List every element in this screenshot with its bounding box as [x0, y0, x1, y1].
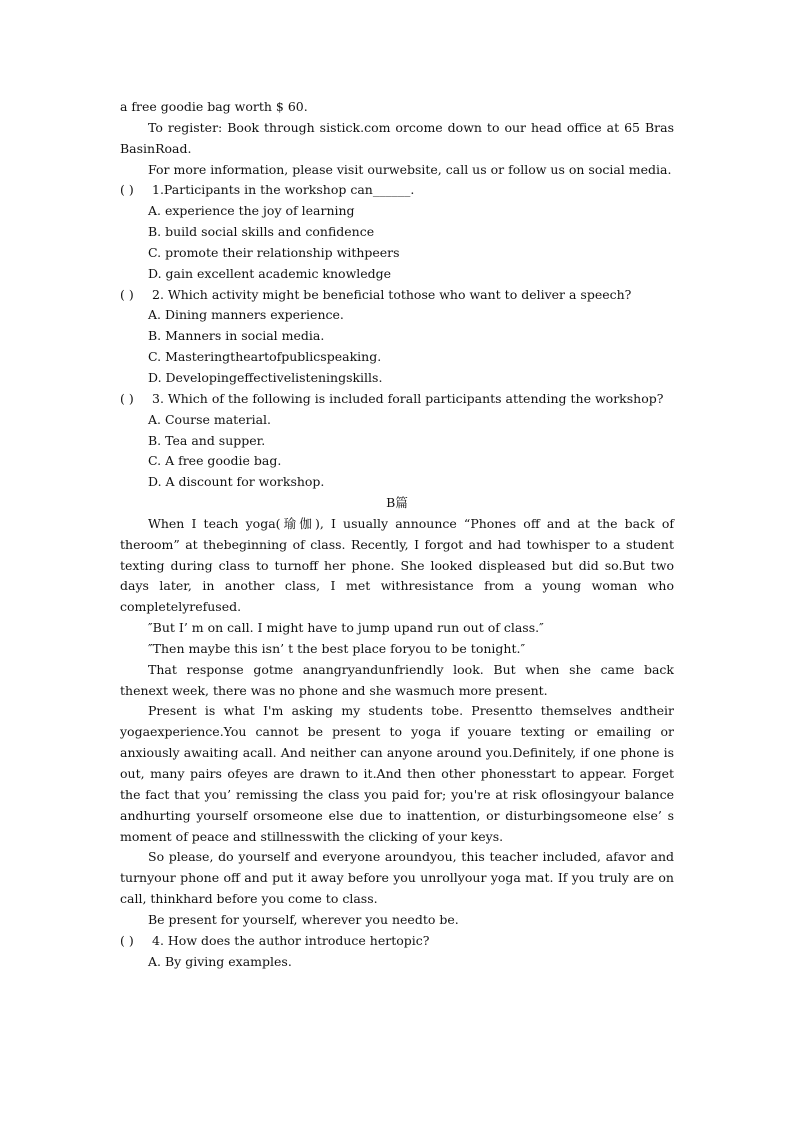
- question-2-option-b: B. Manners in social media.: [148, 328, 325, 344]
- section-b-paragraph: Present is what I'm asking my students tobe. Presentto themselves andtheir yogaexperience.You cannot be present to yoga if youare texting or emailing or anxiously awaiting acall. And neither can anyone around you.Definitely, if one phone is out, many pairs ofeyes are drawn to it.And then other phonesstart to appear. Forget the fact that you’ remissing the class you paid for; you're at risk oflosingyour balance andhurting yourself orsomeone else due to inattention, or disturbingsomeone else’ s moment of peace and stillnesswith the clicking of your keys.: [120, 703, 674, 844]
- register-paragraph: To register: Book through sistick.com orcome down to our head office at 65 Bras BasinRoad.: [120, 119, 674, 156]
- question-3-text: 3. Which of the following is included forall participants attending the workshop?: [152, 390, 664, 406]
- section-b-paragraph: When I teach yoga(瑜伽), I usually announce “Phones off and at the back of theroom” at thebeginning of class. Recently, I forgot and had towhisper to a student texting during class to turnoff her phone. She looked displeased but did so.But two days later, in another class, I met withresistance from a young woman who completelyrefused.: [120, 515, 674, 615]
- question-3-option-a: A. Course material.: [148, 411, 271, 427]
- answer-blank[interactable]: ( ): [120, 932, 134, 948]
- question-1-option-c: C. promote their relationship withpeers: [148, 244, 400, 260]
- question-1-text: 1.Participants in the workshop can______.: [152, 182, 415, 198]
- answer-blank[interactable]: ( ): [120, 286, 134, 302]
- section-b-paragraph: Be present for yourself, wherever you needto be.: [148, 911, 459, 927]
- question-2-text: 2. Which activity might be beneficial tothose who want to deliver a speech?: [152, 286, 632, 302]
- question-1-option-d: D. gain excellent academic knowledge: [148, 265, 392, 281]
- section-b-paragraph: ″But I’ m on call. I might have to jump upand run out of class.″: [148, 620, 544, 636]
- question-4-text: 4. How does the author introduce hertopic?: [152, 932, 430, 948]
- question-1: [120, 180, 674, 201]
- info-paragraph: For more information, please visit ourwebsite, call us or follow us on social media.: [148, 161, 672, 177]
- question-2-option-a: A. Dining manners experience.: [148, 307, 344, 323]
- question-3-option-b: B. Tea and supper.: [148, 432, 266, 448]
- question-2-option-d: D. Developingeffectivelisteningskills.: [148, 369, 383, 385]
- question-2-option-c: C. Masteringtheartofpublicspeaking.: [148, 349, 382, 365]
- section-b-heading: B篇: [386, 495, 408, 511]
- question-3-option-c: C. A free goodie bag.: [148, 453, 282, 469]
- section-b-paragraph: ″Then maybe this isn’ t the best place foryou to be tonight.″: [148, 640, 526, 656]
- goodie-line: a free goodie bag worth $ 60.: [120, 99, 308, 114]
- question-2: [120, 285, 674, 306]
- question-3: [120, 389, 674, 410]
- question-3-option-d: D. A discount for workshop.: [148, 474, 325, 490]
- question-4-option-a: A. By giving examples.: [148, 953, 292, 969]
- document-page: [120, 97, 674, 972]
- answer-blank[interactable]: ( ): [120, 390, 134, 406]
- question-1-option-b: B. build social skills and confidence: [148, 224, 375, 240]
- question-1-option-a: A. experience the joy of learning: [148, 203, 355, 219]
- section-b-paragraph: That response gotme anangryandunfriendly look. But when she came back thenext week, there was no phone and she wasmuch more present.: [120, 661, 674, 698]
- answer-blank[interactable]: ( ): [120, 182, 134, 198]
- section-b-paragraph: So please, do yourself and everyone aroundyou, this teacher included, afavor and turnyour phone off and put it away before you unrollyour yoga mat. If you truly are on call, thinkhard before you come to class.: [120, 849, 674, 907]
- question-4: [120, 931, 674, 952]
